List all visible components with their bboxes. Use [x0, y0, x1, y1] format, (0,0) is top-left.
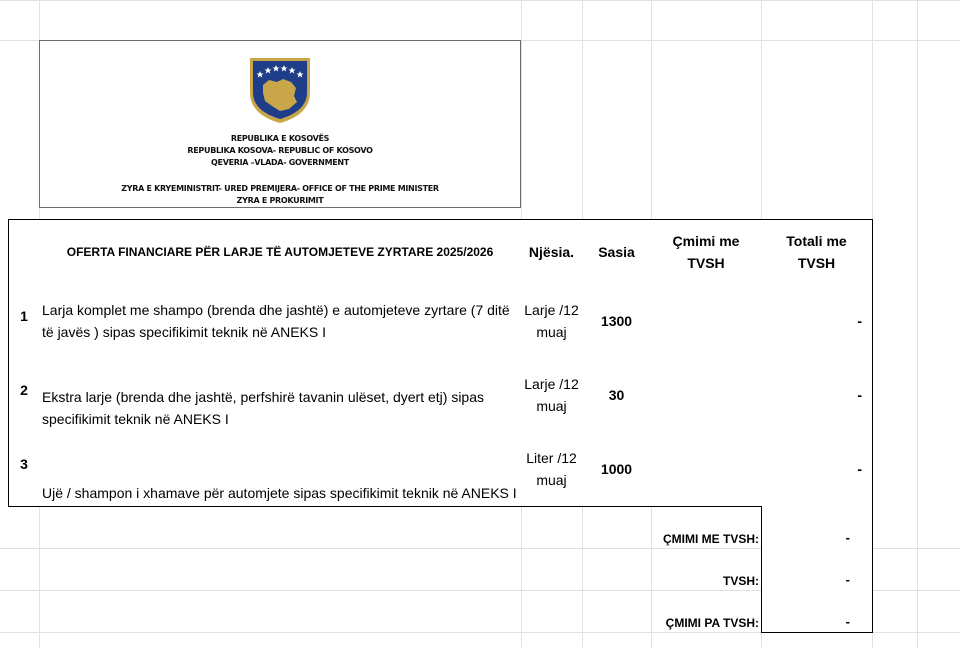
row-qty: 1300 [600, 313, 633, 329]
row-price-cell[interactable] [651, 432, 762, 507]
office-header-lines [40, 183, 520, 207]
summary-value: - [845, 572, 850, 587]
row-total-cell[interactable] [761, 358, 873, 433]
row-description: Larja komplet me shampo (brenda dhe jashtë) e automjeteve zyrtare (7 ditë të javës ) sipas specifikimit teknik në ANEKS I [42, 302, 510, 340]
summary-label-without-vat: ÇMIMI PA TVSH: [665, 616, 759, 630]
row-unit-cell[interactable] [521, 358, 583, 433]
row-total: - [857, 461, 862, 477]
total-header-cell[interactable] [761, 219, 873, 285]
qty-header-cell[interactable] [582, 219, 652, 285]
row-description-cell[interactable] [39, 358, 522, 433]
unit-header-cell[interactable] [521, 219, 583, 285]
office-line: ZYRA E KRYEMINISTRIT- URED PREMIJERA- OFFICE OF THE PRIME MINISTER [121, 184, 439, 193]
row-total-cell[interactable] [761, 432, 873, 507]
row-description: Ujë / shampon i xhamave për automjete sipas specifikimit teknik në ANEKS I [42, 485, 517, 501]
government-header-lines [40, 133, 520, 169]
index-header-cell[interactable] [8, 219, 40, 285]
row-index-cell[interactable] [8, 358, 40, 433]
row-qty-cell[interactable] [582, 432, 652, 507]
row-unit-cell[interactable] [521, 432, 583, 507]
total-header: Totali me TVSH [786, 233, 847, 271]
row-total: - [857, 387, 862, 403]
row-index-cell[interactable] [8, 284, 40, 359]
row-qty: 30 [608, 387, 625, 403]
row-price-cell[interactable] [651, 284, 762, 359]
header-line: QEVERIA –VLADA- GOVERNMENT [211, 158, 349, 167]
row-unit-cell[interactable] [521, 284, 583, 359]
row-index: 2 [20, 382, 28, 398]
row-qty-cell[interactable] [582, 358, 652, 433]
row-total-cell[interactable] [761, 284, 873, 359]
summary-label-vat: TVSH: [723, 574, 759, 588]
row-unit: Liter /12 muaj [526, 450, 577, 488]
row-unit: Larje /12 muaj [524, 302, 579, 340]
row-description-cell[interactable] [39, 284, 522, 359]
row-description: Ekstra larje (brenda dhe jashtë, perfshirë tavanin ulëset, dyert etj) sipas specifikimit teknik në ANEKS I [42, 389, 485, 427]
summary-value: - [845, 614, 850, 629]
summary-value-vat-cell[interactable] [761, 548, 873, 591]
unit-header: Njësia. [528, 244, 575, 260]
summary-value: - [845, 530, 850, 545]
office-line: ZYRA E PROKURIMIT [236, 196, 324, 205]
document-header [39, 40, 521, 208]
row-qty: 1000 [600, 461, 633, 477]
qty-header: Sasia [598, 244, 635, 260]
price-header-cell[interactable] [651, 219, 762, 285]
row-index: 3 [20, 456, 28, 472]
row-index: 1 [20, 308, 28, 324]
header-line: REPUBLIKA KOSOVA- REPUBLIC OF KOSOVO [187, 146, 373, 155]
row-unit: Larje /12 muaj [524, 376, 579, 414]
summary-label-with-vat: ÇMIMI ME TVSH: [663, 532, 759, 546]
table-title-cell[interactable] [39, 219, 522, 285]
row-description-cell[interactable] [39, 432, 522, 507]
row-price-cell[interactable] [651, 358, 762, 433]
summary-value-with-vat-cell[interactable] [761, 506, 873, 549]
row-qty-cell[interactable] [582, 284, 652, 359]
table-title: OFERTA FINANCIARE PËR LARJE TË AUTOMJETEVE ZYRTARE 2025/2026 [66, 245, 494, 259]
header-line: REPUBLIKA E KOSOVËS [230, 134, 330, 143]
kosovo-emblem-icon [247, 55, 313, 125]
row-index-cell[interactable] [8, 432, 40, 507]
price-header: Çmimi me TVSH [672, 233, 740, 271]
summary-value-without-vat-cell[interactable] [761, 590, 873, 633]
row-total: - [857, 313, 862, 329]
